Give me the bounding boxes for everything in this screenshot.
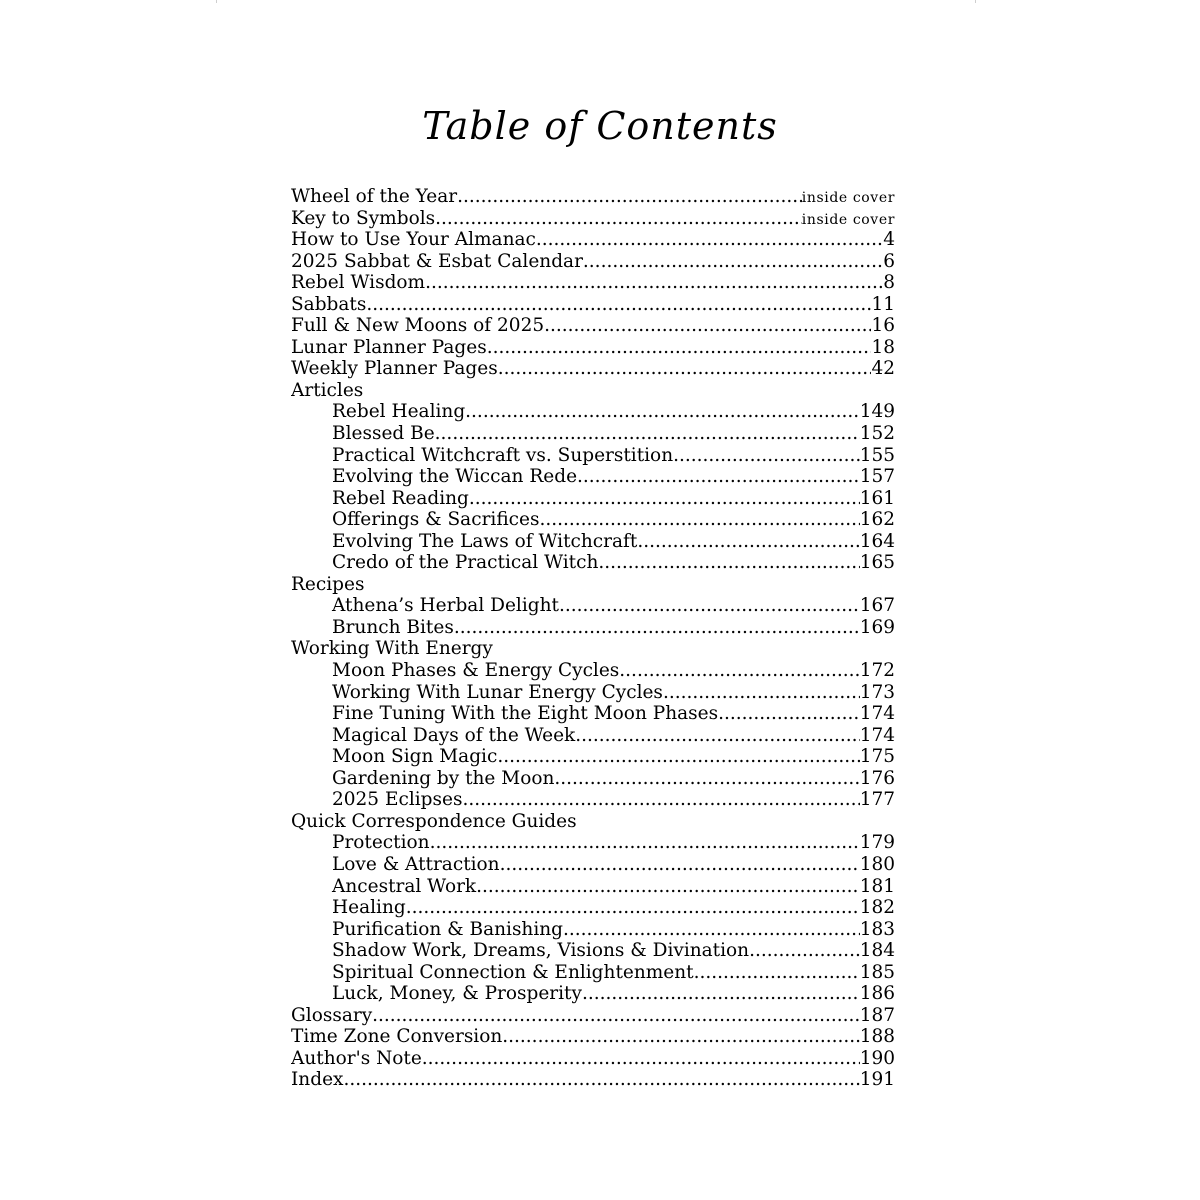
dot-leader: [536, 229, 883, 251]
toc-entry-label: Love & Attraction: [332, 853, 500, 875]
dot-leader: [749, 940, 860, 962]
toc-entry-label: Quick Correspondence Guides: [291, 810, 577, 832]
toc-entry-page: 152: [859, 423, 895, 445]
toc-entry-label: Spiritual Connection & Enlightenment: [332, 961, 694, 983]
dot-leader: [539, 509, 859, 531]
toc-entry-page: 185: [859, 961, 895, 983]
dot-leader: [425, 272, 883, 294]
toc-entry-label: Brunch Bites: [332, 616, 454, 638]
toc-entry-page: 182: [859, 897, 895, 919]
toc-entry-label: Recipes: [291, 573, 365, 595]
toc-entry: [291, 229, 895, 251]
dot-leader: [435, 208, 802, 230]
toc-entry: [291, 1026, 895, 1048]
toc-entry-page: 42: [871, 358, 895, 380]
toc-entry-label: Index: [291, 1069, 344, 1091]
toc-entry: [291, 1069, 895, 1091]
dot-leader: [718, 703, 860, 725]
toc-entry: [291, 509, 895, 531]
dot-leader: [502, 1026, 859, 1048]
toc-entry-page: 155: [859, 444, 895, 466]
toc-entry-label: Rebel Reading: [332, 487, 469, 509]
toc-entry: [291, 251, 895, 273]
toc-section-heading: [291, 638, 895, 660]
toc-entry-label: Sabbats: [291, 293, 367, 315]
dot-leader: [343, 1069, 859, 1091]
toc-entry-page: 184: [859, 940, 895, 962]
toc-entry: [291, 617, 895, 639]
toc-entry-page: 188: [859, 1026, 895, 1048]
toc-entry: [291, 897, 895, 919]
dot-leader: [430, 832, 860, 854]
toc-entry-label: Purification & Banishing: [332, 918, 564, 940]
toc-entry-page: 172: [859, 660, 895, 682]
toc-entry: [291, 660, 895, 682]
toc-entry-page: 180: [859, 853, 895, 875]
dot-leader: [575, 725, 859, 747]
toc-entry-page: 177: [859, 789, 895, 811]
toc-entry-page: 174: [859, 703, 895, 725]
toc-entry-page: 6: [883, 250, 895, 272]
toc-entry: [291, 832, 895, 854]
dot-leader: [694, 962, 860, 984]
toc-section-heading: [291, 811, 895, 833]
toc-entry-page: inside cover: [801, 211, 895, 228]
toc-entry-label: Evolving the Wiccan Rede: [332, 466, 578, 488]
toc-entry: [291, 703, 895, 725]
dot-leader: [583, 251, 883, 273]
toc-entry-label: 2025 Eclipses: [332, 789, 463, 811]
toc-entry: [291, 919, 895, 941]
toc-entry: [291, 854, 895, 876]
dot-leader: [582, 983, 860, 1005]
toc-entry: [291, 552, 895, 574]
toc-entry-page: 16: [871, 315, 895, 337]
toc-entry: [291, 358, 895, 380]
toc-entry: [291, 337, 895, 359]
toc-entry: [291, 1005, 895, 1027]
toc-entry-page: 161: [859, 487, 895, 509]
toc-entry-label: Lunar Planner Pages: [291, 336, 487, 358]
toc-entry-label: Glossary: [291, 1004, 373, 1026]
dot-leader: [598, 552, 859, 574]
toc-entry: [291, 768, 895, 790]
toc-entry: [291, 423, 895, 445]
dot-leader: [435, 423, 860, 445]
dot-leader: [457, 186, 802, 208]
toc-entry-page: 176: [859, 767, 895, 789]
toc-entry-label: Full & New Moons of 2025: [291, 315, 545, 337]
dot-leader: [559, 595, 860, 617]
toc-entry-label: Rebel Healing: [332, 401, 466, 423]
dot-leader: [469, 488, 860, 510]
toc-entry: [291, 401, 895, 423]
toc-entry: [291, 962, 895, 984]
dot-leader: [637, 531, 859, 553]
toc-entry-label: Key to Symbols: [291, 207, 436, 229]
toc-entry-label: Gardening by the Moon: [332, 767, 555, 789]
toc-entry: [291, 445, 895, 467]
toc-entry-page: 174: [859, 724, 895, 746]
toc-entry-label: Moon Sign Magic: [332, 746, 498, 768]
toc-entry-label: Offerings & Sacrifices: [332, 509, 540, 531]
page-title: Table of Contents: [422, 104, 778, 148]
toc-entry-label: 2025 Sabbat & Esbat Calendar: [291, 250, 583, 272]
toc-entry-label: Credo of the Practical Witch: [332, 552, 599, 574]
toc-entry-page: 167: [859, 595, 895, 617]
toc-entry: [291, 725, 895, 747]
dot-leader: [619, 660, 859, 682]
dot-leader: [372, 1005, 860, 1027]
dot-leader: [476, 876, 860, 898]
toc-entry-page: 183: [859, 918, 895, 940]
toc-section-heading: [291, 380, 895, 402]
dot-leader: [500, 854, 860, 876]
toc-entry-label: Evolving The Laws of Witchcraft: [332, 530, 638, 552]
toc-entry-label: Wheel of the Year: [291, 186, 458, 207]
toc-entry-label: Fine Tuning With the Eight Moon Phases: [332, 703, 719, 725]
toc-entry: [291, 488, 895, 510]
dot-leader: [422, 1048, 860, 1070]
toc-entry-page: 187: [859, 1004, 895, 1026]
toc-entry-label: Ancestral Work: [332, 875, 477, 897]
toc-entry-label: Rebel Wisdom: [291, 272, 426, 294]
toc-entry-label: Protection: [332, 832, 430, 854]
toc-entry-label: Working With Energy: [291, 638, 493, 660]
dot-leader: [454, 617, 860, 639]
toc-entry-page: 11: [871, 293, 895, 315]
dot-leader: [465, 401, 860, 423]
toc-entry: [291, 789, 895, 811]
dot-leader: [577, 466, 860, 488]
toc-entry-label: Author's Note: [291, 1047, 422, 1069]
toc-entry-label: Articles: [291, 379, 364, 401]
toc-entry: [291, 940, 895, 962]
toc-entry-label: Athena’s Herbal Delight: [332, 595, 559, 617]
dot-leader: [563, 919, 860, 941]
toc-entry-page: 181: [859, 875, 895, 897]
dot-leader: [544, 315, 871, 337]
toc-entry: [291, 1048, 895, 1070]
toc-entry-label: Practical Witchcraft vs. Superstition: [332, 444, 674, 466]
toc-entry-page: 173: [859, 681, 895, 703]
toc-entry-page: 162: [859, 509, 895, 531]
toc-entry: [291, 595, 895, 617]
toc-entry-label: How to Use Your Almanac: [291, 229, 536, 251]
toc-entry-page: 149: [859, 401, 895, 423]
toc-entry: [291, 682, 895, 704]
toc-entry-page: 165: [859, 552, 895, 574]
toc-entry-label: Moon Phases & Energy Cycles: [332, 660, 620, 682]
toc-entry-page: 186: [859, 983, 895, 1005]
toc-entry: [291, 186, 895, 208]
toc-entry: [291, 531, 895, 553]
toc-entry: [291, 876, 895, 898]
dot-leader: [554, 768, 859, 790]
toc-entry-page: 18: [871, 336, 895, 358]
toc-entry-label: Healing: [332, 897, 406, 919]
toc-entry: [291, 208, 895, 230]
toc-entry-label: Luck, Money, & Prosperity: [332, 983, 582, 1005]
toc-entry-page: 179: [859, 832, 895, 854]
crop-mark-left: [216, 0, 217, 3]
dot-leader: [673, 445, 860, 467]
dot-leader: [487, 337, 872, 359]
toc-entry-page: inside cover: [801, 190, 895, 206]
toc-entry-page: 175: [859, 746, 895, 768]
dot-leader: [462, 789, 859, 811]
toc-entry-page: 191: [859, 1069, 895, 1091]
toc-entry: [291, 315, 895, 337]
dot-leader: [663, 682, 860, 704]
toc-entry-label: Working With Lunar Energy Cycles: [332, 681, 663, 703]
dot-leader: [498, 358, 872, 380]
toc-entry-label: Blessed Be: [332, 423, 435, 445]
toc-section-heading: [291, 574, 895, 596]
toc-entry: [291, 983, 895, 1005]
dot-leader: [366, 294, 871, 316]
toc-entry-label: Magical Days of the Week: [332, 724, 576, 746]
toc-entry-label: Shadow Work, Dreams, Visions & Divination: [332, 940, 750, 962]
table-of-contents: [291, 186, 895, 1091]
toc-entry-page: 164: [859, 530, 895, 552]
toc-entry-label: Weekly Planner Pages: [291, 358, 498, 380]
toc-entry: [291, 746, 895, 768]
toc-entry-page: 157: [859, 466, 895, 488]
toc-entry-page: 8: [883, 272, 895, 294]
toc-entry-page: 190: [859, 1047, 895, 1069]
toc-entry-page: 169: [859, 616, 895, 638]
toc-entry: [291, 466, 895, 488]
toc-entry-label: Time Zone Conversion: [291, 1026, 503, 1048]
toc-entry-page: 4: [883, 229, 895, 251]
crop-mark-right: [975, 0, 976, 3]
dot-leader: [497, 746, 859, 768]
toc-entry: [291, 294, 895, 316]
dot-leader: [406, 897, 860, 919]
toc-entry: [291, 272, 895, 294]
